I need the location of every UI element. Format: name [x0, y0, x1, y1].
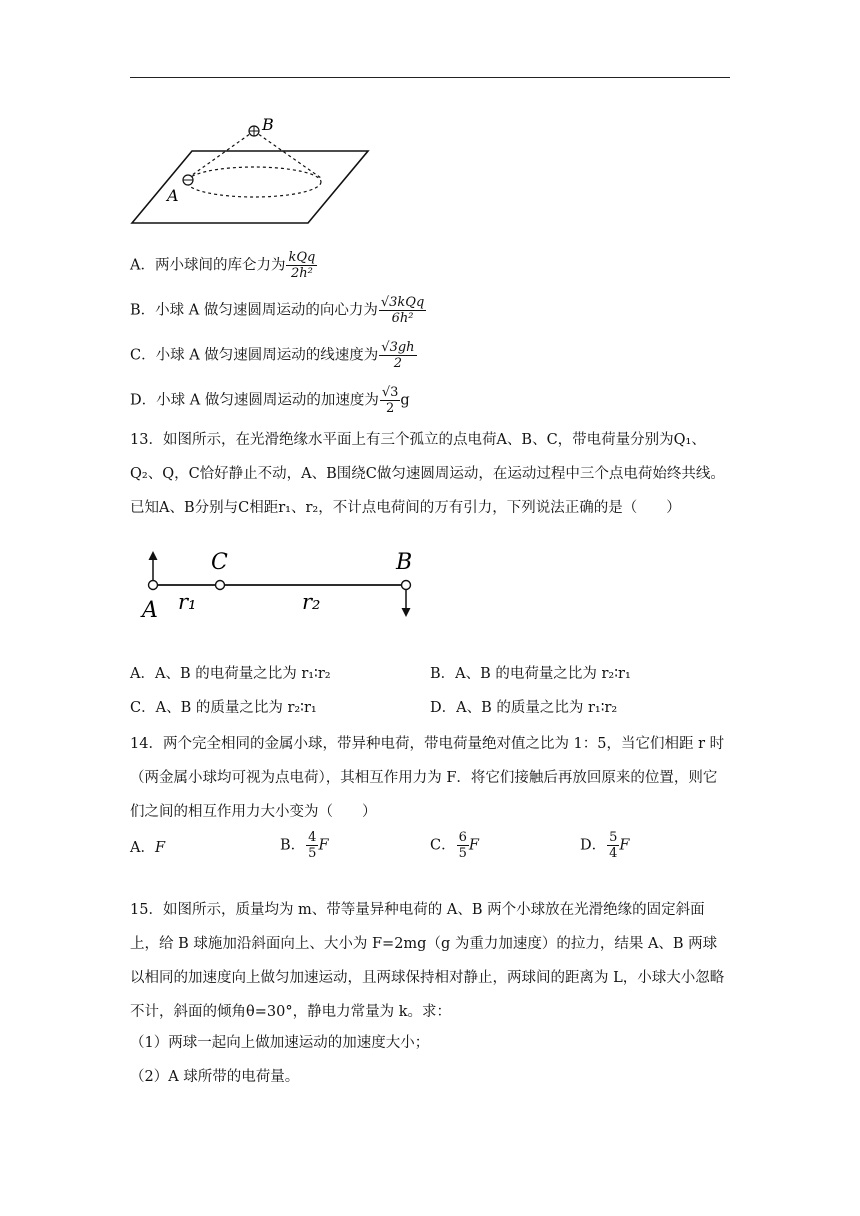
line-b-to-right: [254, 131, 321, 178]
header-rule: [130, 77, 730, 78]
figure-charge-orbit: [128, 115, 373, 227]
fraction: $\frac{5}{4}$: [609, 830, 618, 861]
q14-option-c[interactable]: C． $\frac{6}{5}$ F: [430, 830, 479, 861]
orbit-ellipse: [187, 167, 321, 197]
q15-stem: 15．如图所示，质量均为 m、带等量异种电荷的 A、B 两个小球放在光滑绝缘的固定斜面上，给 B 球施加沿斜面向上、大小为 F=2mg（g 为重力加速度）的拉力，结果 A、B 两球以相同的加速度向上做匀加速运动，且两球保持相对静止，两球间的距离为 L，小球大小忽略不计，斜面的倾角θ=30°，静电力常量为 k。求：: [130, 902, 725, 1020]
fraction: $\frac{√3gh}{2}$: [381, 340, 415, 371]
q13-option-d[interactable]: D．A、B 的质量之比为 r₁∶r₂: [430, 700, 618, 716]
q12-option-a[interactable]: A．两小球间的库仑力为 $\frac{\text{kQq}}{\text{2h²}}$: [130, 250, 316, 281]
q13-option-b[interactable]: B．A、B 的电荷量之比为 r₂∶r₁: [430, 666, 631, 682]
figure-three-charges: [138, 545, 428, 625]
charge-c: [216, 581, 225, 590]
label-c: C: [211, 550, 228, 575]
label-b: B: [396, 550, 413, 575]
q12-option-b[interactable]: B．小球 A 做匀速圆周运动的向心力为 $\frac{\text{√3kQq}}{\text{6h²}}$: [130, 295, 425, 326]
fraction: $\frac{4}{5}$: [308, 830, 317, 861]
label-a: A: [142, 598, 158, 623]
charge-b: [402, 581, 411, 590]
q15-subquestion-1: （1）两球一起向上做加速运动的加速度大小；: [130, 1035, 430, 1051]
label-r2: r₂: [302, 590, 321, 614]
q13-stem: 13．如图所示，在光滑绝缘水平面上有三个孤立的点电荷A、B、C，带电荷量分别为Q₁、Q₂、Q，C恰好静止不动，A、B围绕C做匀速圆周运动，在运动过程中三个点电荷始终共线。已知A、B分别与C相距r₁、r₂，不计点电荷间的万有引力，下列说法正确的是（ ）: [130, 432, 725, 516]
charge-a: [149, 581, 158, 590]
q14-stem: 14．两个完全相同的金属小球，带异种电荷，带电荷量绝对值之比为 1：5，当它们相距 r 时（两金属小球均可视为点电荷），其相互作用力为 F．将它们接触后再放回原来的位置，则它们之间的相互作用力大小变为（ ）: [130, 736, 725, 820]
label-a: A: [167, 186, 179, 205]
q13-option-a[interactable]: A．A、B 的电荷量之比为 r₁∶r₂: [130, 666, 331, 682]
q14-option-a[interactable]: A．F: [130, 840, 166, 856]
fraction: $\frac{\text{kQq}}{\text{2h²}}$: [288, 250, 316, 281]
fraction: $\frac{6}{5}$: [458, 830, 467, 861]
label-r1: r₁: [178, 590, 197, 614]
q14-option-b[interactable]: B． $\frac{4}{5}$ F: [280, 830, 329, 861]
arrow-up-icon: [149, 551, 158, 560]
arrow-down-icon: [402, 608, 411, 617]
line-b-to-a: [188, 131, 254, 178]
fraction: $\frac{√3}{2}$: [381, 385, 399, 416]
q12-option-d[interactable]: D．小球 A 做匀速圆周运动的加速度为 $\frac{√3}{2}$ g: [130, 385, 410, 416]
label-b: B: [262, 115, 274, 134]
q14-option-d[interactable]: D． $\frac{5}{4}$ F: [580, 830, 630, 861]
q13-option-c[interactable]: C．A、B 的质量之比为 r₂∶r₁: [130, 700, 317, 716]
q15-subquestion-2: （2）A 球所带的电荷量。: [130, 1069, 300, 1085]
fraction: $\frac{\text{√3kQq}}{\text{6h²}}$: [380, 295, 425, 326]
q12-option-c[interactable]: C．小球 A 做匀速圆周运动的线速度为 $\frac{√3gh}{2}$: [130, 340, 415, 371]
